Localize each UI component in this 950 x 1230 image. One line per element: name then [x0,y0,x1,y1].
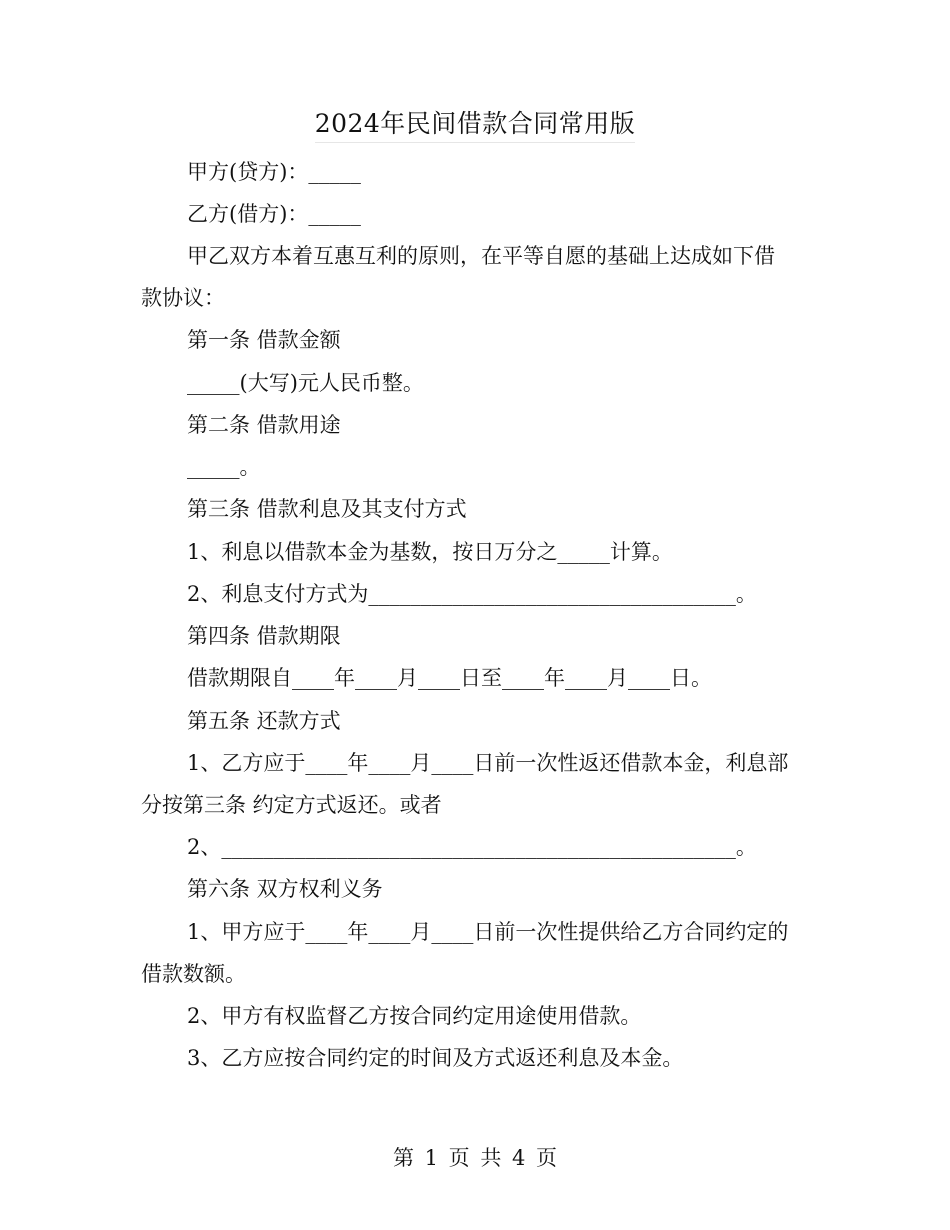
article-6-item-1-cont: 借款数额。 [141,962,246,986]
article-5-heading: 第五条 还款方式 [187,709,341,733]
article-4-heading: 第四条 借款期限 [187,624,341,648]
document-title: 2024年民间借款合同常用版 [0,104,950,140]
article-4-term: 借款期限自____年____月____日至____年____月____日。 [187,666,712,690]
article-3-heading: 第三条 借款利息及其支付方式 [187,497,467,521]
article-3-item-2: 2、利息支付方式为___________________________________。 [187,582,757,606]
article-5-item-1-cont: 分按第三条 约定方式返还。或者 [141,793,442,817]
page-number-footer: 第 1 页 共 4 页 [392,1146,558,1170]
intro-line-2: 款协议： [141,286,225,310]
party-b-line: 乙方(借方)：_____ [187,202,361,226]
article-6-item-3: 3、乙方应按合同约定的时间及方式返还利息及本金。 [187,1046,684,1070]
article-6-heading: 第六条 双方权利义务 [187,877,383,901]
intro-line-1: 甲乙双方本着互惠互利的原则，在平等自愿的基础上达成如下借 [187,244,775,268]
article-2-heading: 第二条 借款用途 [187,413,341,437]
article-5-item-2: 2、_________________________________________________。 [187,835,757,859]
article-2-purpose: _____。 [187,455,261,479]
article-5-item-1: 1、乙方应于____年____月____日前一次性返还借款本金，利息部 [187,751,789,775]
article-3-item-1: 1、利息以借款本金为基数，按日万分之_____计算。 [187,540,673,564]
article-6-item-1: 1、甲方应于____年____月____日前一次性提供给乙方合同约定的 [187,920,789,944]
article-1-heading: 第一条 借款金额 [187,328,341,352]
article-1-amount: _____(大写)元人民币整。 [187,371,424,395]
article-6-item-2: 2、甲方有权监督乙方按合同约定用途使用借款。 [187,1004,642,1028]
party-a-line: 甲方(贷方)：_____ [187,160,361,184]
